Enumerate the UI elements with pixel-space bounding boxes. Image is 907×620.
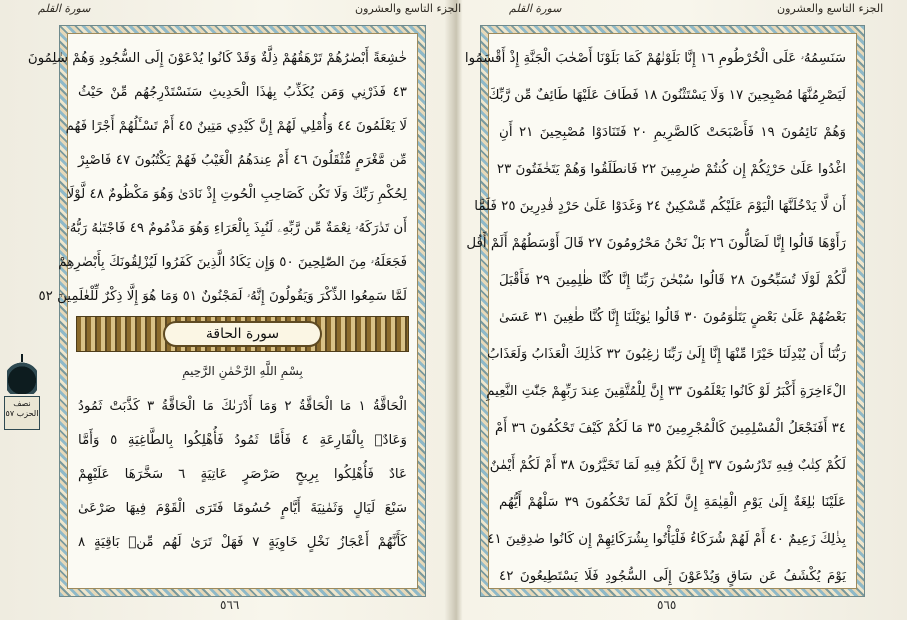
verse-line: الْءَاخِرَةِ أَكْبَرُ لَوْ كَانُوا يَعْلَمُونَ ٣٣ إِنَّ لِلْمُتَّقِينَ عِندَ رَبِّهِمْ جَنّٰتِ النَّعِيمِ <box>486 384 846 399</box>
verse-line: لَمَّا سَمِعُوا الذِّكْرَ وَيَقُولُونَ إِنَّهُۥ لَمَجْنُونٌ ٥١ وَمَا هُوَ إِلَّا ذِكْرٌ لِّلْعٰلَمِينَ ٥٢ <box>38 289 407 304</box>
verse-line: عَلَيْنَا بٰلِغَةٌ إِلَىٰ يَوْمِ الْقِيٰمَةِ إِنَّ لَكُمْ لَمَا تَحْكُمُونَ ٣٩ سَلْهُمْ أَيُّهُم <box>499 495 846 510</box>
verse-line: سَبْعَ لَيَالٍ وَثَمٰنِيَةَ أَيَّامٍ حُسُومًا فَتَرَى الْقَوْمَ فِيهَا صَرْعَىٰ <box>78 501 407 516</box>
verse-line: مِّن مَّغْرَمٍ مُّثْقَلُونَ ٤٦ أَمْ عِندَهُمُ الْغَيْبُ فَهُمْ يَكْتُبُونَ ٤٧ فَاصْبِرْ <box>78 153 407 168</box>
verse-line: اغْدُوا عَلَىٰ حَرْثِكُمْ إِن كُنتُمْ صٰرِمِينَ ٢٢ فَانطَلَقُوا وَهُمْ يَتَخٰفَتُونَ ٢٣ <box>496 162 846 177</box>
verse-line: وَهُمْ نَائِمُونَ ١٩ فَأَصْبَحَتْ كَالصَّرِيمِ ٢٠ فَتَنَادَوْا مُصْبِحِينَ ٢١ أَنِ <box>499 125 846 140</box>
right-header-juz: الجزء التاسع والعشرون <box>777 2 884 15</box>
left-page-frame <box>27 25 426 597</box>
surah-banner <box>76 316 409 352</box>
verse-line: بَعْضُهُمْ عَلَىٰ بَعْضٍ يَتَلٰوَمُونَ ٣٠ قَالُوا يٰوَيْلَنَا إِنَّا كُنَّا طٰغِينَ ٣١ عَسَىٰ <box>499 310 846 325</box>
surah-title: سورة الحاقة <box>205 326 280 342</box>
surah-title-box <box>163 321 322 347</box>
verse-line: عَادٌ فَأُهْلِكُوا بِرِيحٍ صَرْصَرٍ عَاتِيَةٍ ٦ سَخَّرَهَا عَلَيْهِمْ <box>78 467 407 482</box>
verse-line: لِحُكْمِ رَبِّكَ وَلَا تَكُن كَصَاحِبِ الْحُوتِ إِذْ نَادَىٰ وَهُوَ مَكْظُومٌ ٤٨ لَّوْلَا <box>66 187 407 202</box>
verse-line: الْحَاقَّةُ ١ مَا الْحَاقَّةُ ٢ وَمَا أَدْرَىٰكَ مَا الْحَاقَّةُ ٣ كَذَّبَتْ ثَمُودُ <box>78 399 407 414</box>
right-page-text-area <box>464 33 857 589</box>
verse-line: لَا يَعْلَمُونَ ٤٤ وَأُمْلِي لَهُمْ إِنَّ كَيْدِي مَتِينٌ ٤٥ أَمْ تَسْـَٔلُهُمْ أَجْرًا فَهُم <box>65 119 407 134</box>
verse-line: خٰشِعَةً أَبْصٰرُهُمْ تَرْهَقُهُمْ ذِلَّةٌ وَقَدْ كَانُوا يُدْعَوْنَ إِلَى السُّجُودِ وَهُمْ سٰلِمُونَ <box>27 51 407 66</box>
verse-line: بِذٰلِكَ زَعِيمٌ ٤٠ أَمْ لَهُمْ شُرَكَاءُ فَلْيَأْتُوا بِشُرَكَائِهِمْ إِن كَانُوا صٰدِقِينَ ٤١ <box>487 532 846 547</box>
right-page <box>457 0 907 620</box>
left-header-surah: سورة القلم <box>38 2 91 15</box>
verse-line: أَن لَّا يَدْخُلَنَّهَا الْيَوْمَ عَلَيْكُم مِّسْكِينٌ ٢٤ وَغَدَوْا عَلَىٰ حَرْدٍ قٰدِرِينَ ٢٥ فَلَمَّا <box>474 199 846 214</box>
verse-line: فَجَعَلَهُۥ مِنَ الصّٰلِحِينَ ٥٠ وَإِن يَكَادُ الَّذِينَ كَفَرُوا لَيُزْلِقُونَكَ بِأَبْصٰرِهِمْ <box>58 255 407 270</box>
left-page-number: ٥٦٦ <box>220 598 240 612</box>
left-page-text-area <box>27 33 418 589</box>
right-header-surah: سورة القلم <box>509 2 562 15</box>
verse-line: يَوْمَ يُكْشَفُ عَن سَاقٍ وَيُدْعَوْنَ إِلَى السُّجُودِ فَلَا يَسْتَطِيعُونَ ٤٢ <box>499 569 846 584</box>
verse-line: وَعَادٌۢ بِالْقَارِعَةِ ٤ فَأَمَّا ثَمُودُ فَأُهْلِكُوا بِالطَّاغِيَةِ ٥ وَأَمَّا <box>78 433 407 448</box>
right-page-frame <box>464 25 865 597</box>
hizb-marker <box>4 360 40 430</box>
left-header-juz: الجزء التاسع والعشرون <box>355 2 462 15</box>
right-page-number: ٥٦٥ <box>657 598 677 612</box>
dome-ornament-icon <box>7 360 37 394</box>
basmala: بِسْمِ اللَّهِ الرَّحْمٰنِ الرَّحِيمِ <box>182 364 303 378</box>
verse-line: كَأَنَّهُمْ أَعْجَازُ نَخْلٍ خَاوِيَةٍ ٧ فَهَلْ تَرَىٰ لَهُم مِّنۢ بَاقِيَةٍ ٨ <box>78 535 407 550</box>
verse-line: رَأَوْهَا قَالُوا إِنَّا لَضَالُّونَ ٢٦ بَلْ نَحْنُ مَحْرُومُونَ ٢٧ قَالَ أَوْسَطُهُمْ أَلَمْ أَقُل <box>466 236 846 251</box>
verse-line: ٣٤ أَفَنَجْعَلُ الْمُسْلِمِينَ كَالْمُجْرِمِينَ ٣٥ مَا لَكُمْ كَيْفَ تَحْكُمُونَ ٣٦ أَمْ <box>495 421 846 436</box>
verse-line: أَن تَدٰرَكَهُۥ نِعْمَةٌ مِّن رَّبِّهِۦ لَنُبِذَ بِالْعَرَاءِ وَهُوَ مَذْمُومٌ ٤٩ فَاجْتَبٰهُ رَبُّهُۥ <box>66 221 407 236</box>
verse-line: لَّكُمْ لَوْلَا تُسَبِّحُونَ ٢٨ قَالُوا سُبْحٰنَ رَبِّنَا إِنَّا كُنَّا ظٰلِمِينَ ٢٩ فَأَقْبَلَ <box>499 273 846 288</box>
verse-line: لَيَصْرِمُنَّهَا مُصْبِحِينَ ١٧ وَلَا يَسْتَثْنُونَ ١٨ فَطَافَ عَلَيْهَا طَائِفٌ مِّن رَّبِّكَ <box>488 88 846 103</box>
verse-line: ٤٣ فَذَرْنِي وَمَن يُكَذِّبُ بِهٰذَا الْحَدِيثِ سَنَسْتَدْرِجُهُم مِّنْ حَيْثُ <box>78 85 407 100</box>
verse-line: رَبُّنَا أَن يُبْدِلَنَا خَيْرًا مِّنْهَا إِنَّا إِلَىٰ رَبِّنَا رٰغِبُونَ ٣٢ كَذٰلِكَ الْعَذَابُ وَلَعَذَابُ <box>486 347 846 362</box>
verse-line: لَكُمْ كِتٰبٌ فِيهِ تَدْرُسُونَ ٣٧ إِنَّ لَكُمْ فِيهِ لَمَا تَخَيَّرُونَ ٣٨ أَمْ لَكُمْ أَيْمٰنٌ <box>489 458 846 473</box>
verse-line: سَنَسِمُهُۥ عَلَى الْخُرْطُومِ ١٦ إِنَّا بَلَوْنٰهُمْ كَمَا بَلَوْنَا أَصْحٰبَ الْجَنَّةِ إِذْ أَقْسَمُوا <box>464 51 846 66</box>
hizb-label: نصف الحزب ٥٧ <box>4 396 40 430</box>
